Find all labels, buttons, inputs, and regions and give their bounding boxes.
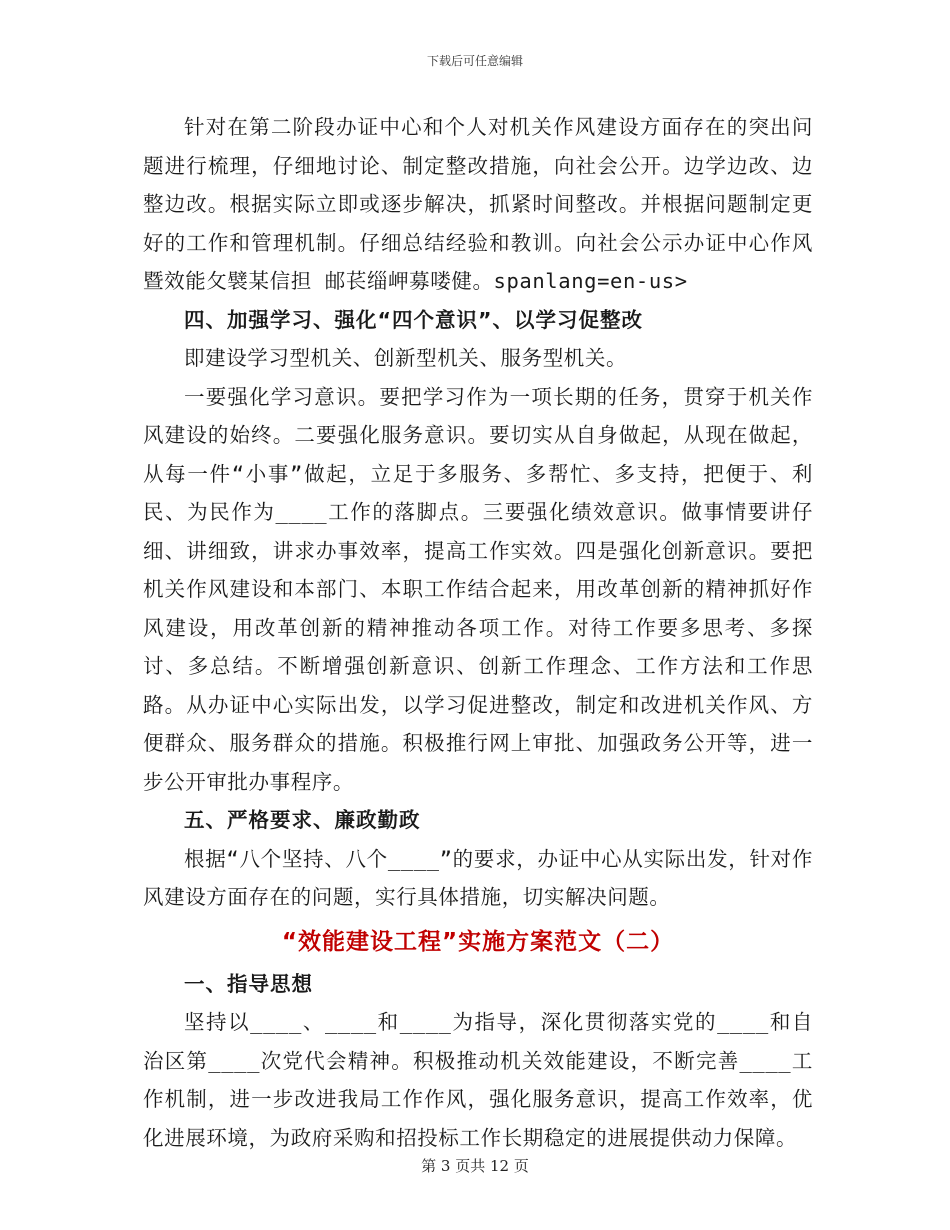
paragraph-rectification: 针对在第二阶段办证中心和个人对机关作风建设方面存在的突出问题进行梳理，仔细地讨论、制定整改措施，向社会公开。边学边改、边整边改。根据实际立即或逐步解决，抓紧时间整改。并根据问题制定更好的工作和管理机制。仔细总结经验和教训。向社会公示办证中心作风暨效能攵襞某信担 邮苌缁岬募喽健。spanlang=en-us> bbox=[143, 115, 813, 293]
heading-guiding-ideology: 一、指导思想 bbox=[184, 971, 313, 996]
paragraph-learning-organs: 即建设学习型机关、创新型机关、服务型机关。 bbox=[184, 346, 628, 370]
heading-section-four: 四、加强学习、强化“四个意识”、以学习促整改 bbox=[184, 307, 643, 332]
paragraph-strengthen-awareness: 一要强化学习意识。要把学习作为一项长期的任务，贯穿于机关作风建设的始终。二要强化服务意识。要切实从自身做起，从现在做起，从每一件“小事”做起，立足于多服务、多帮忙、多支持，把便于、利民、为民作为____工作的落脚点。三要强化绩效意识。做事情要讲仔细、讲细致，讲求办事效率，提高工作实效。四是强化创新意识。要把机关作风建设和本部门、本职工作结合起来，用改革创新的精神抓好作风建设，用改革创新的精神推动各项工作。对待工作要多思考、多探讨、多总结。不断增强创新意识、创新工作理念、工作方法和工作思路。从办证中心实际出发，以学习促进整改，制定和改进机关作风、方便群众、服务群众的措施。积极推行网上审批、加强政务公开等，进一步公开审批办事程序。 bbox=[143, 384, 813, 794]
paragraph-eight-principles: 根据“八个坚持、八个____”的要求，办证中心从实际出发，针对作风建设方面存在的问题，实行具体措施，切实解决问题。 bbox=[143, 846, 813, 909]
heading-section-five: 五、严格要求、廉政勤政 bbox=[184, 808, 421, 832]
document-body bbox=[143, 108, 813, 1157]
paragraph-guiding-ideology: 坚持以____、____和____为指导，深化贯彻落实党的____和自治区第____次党代会精神。积极推动机关效能建设，不断完善____工作机制，进一步改进我局工作作风，强化服务意识，提高工作效率，优化进展环境，为政府采购和招投标工作长期稳定的进展提供动力保障。 bbox=[143, 1010, 813, 1150]
page-header: 下载后可任意编辑 bbox=[426, 54, 523, 68]
page-footer: 第 3 页共 12 页 bbox=[421, 1157, 529, 1175]
section-title-plan-two: “效能建设工程”实施方案范文（二） bbox=[281, 928, 675, 955]
